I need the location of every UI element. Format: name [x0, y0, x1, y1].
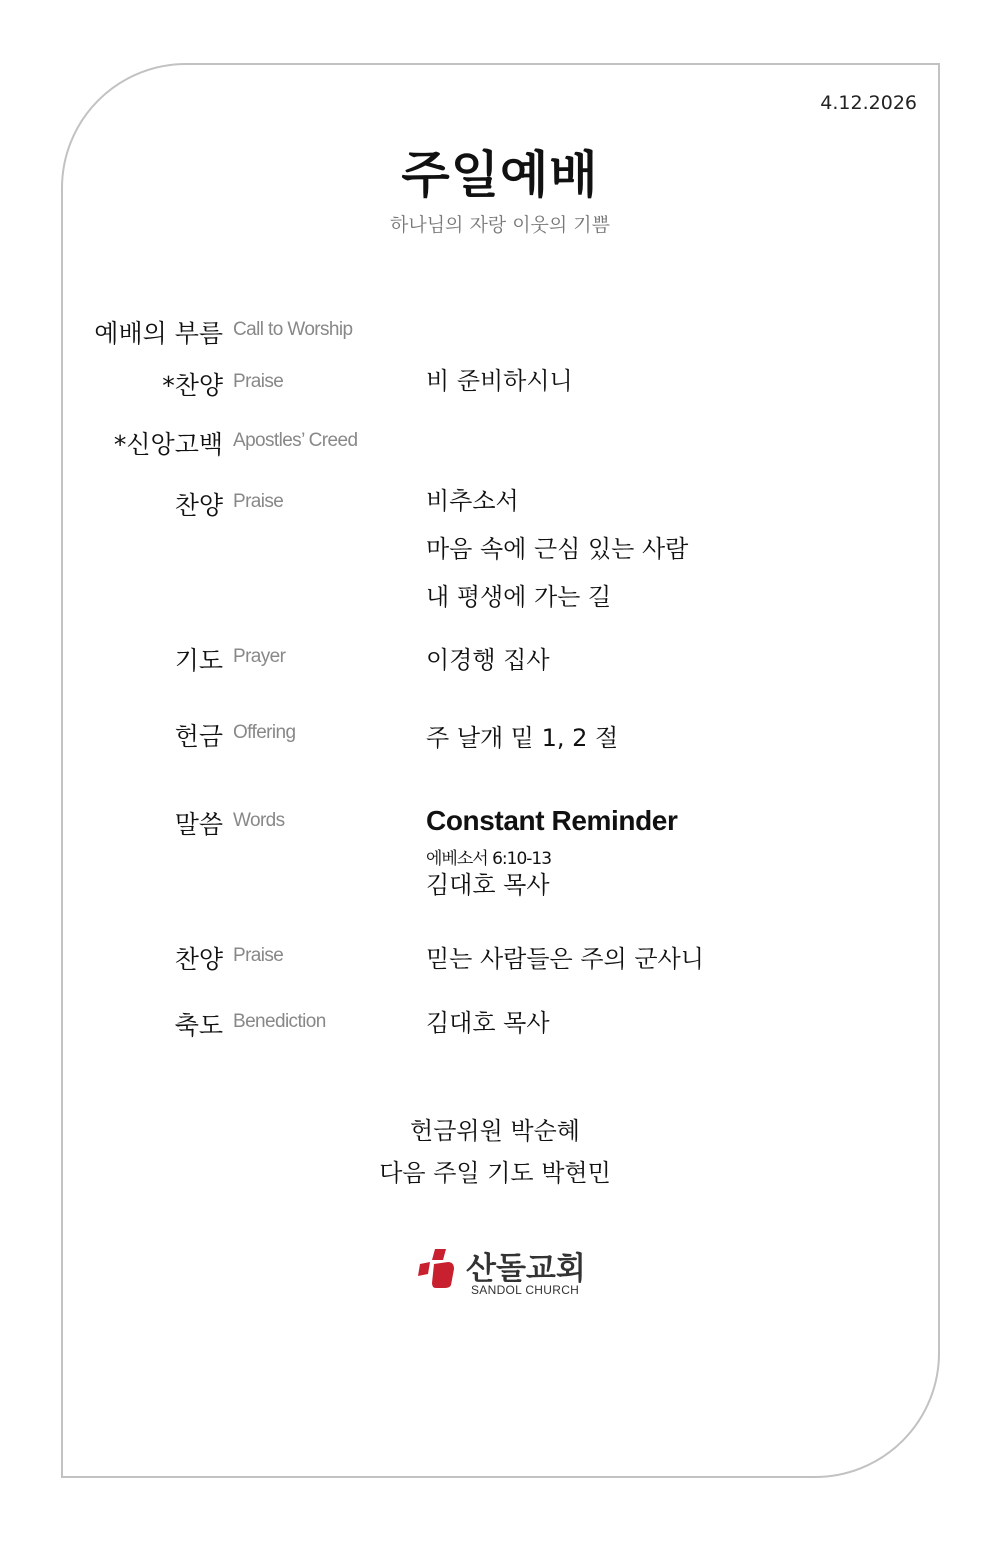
hymn-title: 비 준비하시니 [426, 367, 573, 395]
order-label: 기도 [174, 646, 223, 675]
preacher: 김대호 목사 [426, 871, 550, 899]
order-content [426, 486, 688, 630]
order-label: 찬양 [174, 945, 223, 974]
order-content [426, 366, 573, 414]
order-label: 축도 [174, 1011, 223, 1040]
song-title: 내 평생에 가는 길 [426, 583, 612, 611]
church-logo [418, 1243, 588, 1303]
sermon-title: Constant Reminder [426, 805, 678, 836]
song-title: 비추소서 [426, 487, 519, 515]
order-label-en: Words [233, 810, 285, 831]
order-label-en: Offering [233, 722, 296, 743]
order-label-en: Praise [233, 945, 284, 966]
church-name-ko: 산돌교회 [466, 1251, 586, 1287]
order-content [426, 944, 704, 992]
order-label-en: Benediction [233, 1011, 326, 1032]
order-label-en: Praise [233, 371, 284, 392]
order-label: 찬양 [174, 491, 223, 520]
church-logo-mark-icon [418, 1247, 460, 1289]
order-content [426, 1008, 550, 1056]
hymn-title: 믿는 사람들은 주의 군사니 [426, 945, 704, 973]
order-content [426, 723, 618, 771]
offering-hymn: 주 날개 밑 1, 2 절 [426, 724, 619, 752]
order-label-en: Call to Worship [233, 319, 353, 340]
order-label-en: Apostles’ Creed [233, 430, 358, 451]
prayer-leader: 이경행 집사 [426, 646, 550, 674]
church-name-en: SANDOL CHURCH [471, 1283, 580, 1297]
song-title: 마음 속에 근심 있는 사람 [426, 535, 689, 563]
order-content [426, 645, 550, 693]
next-week-prayer: 다음 주일 기도 박현민 [379, 1159, 611, 1187]
order-label: 헌금 [174, 722, 223, 751]
order-label: 예배의 부름 [94, 319, 223, 348]
service-date: 4.12.2026 [820, 92, 917, 114]
benediction-minister: 김대호 목사 [426, 1009, 550, 1037]
order-label-en: Praise [233, 491, 284, 512]
order-label: 말씀 [174, 810, 223, 839]
order-label: *신앙고백 [113, 430, 223, 459]
order-label: *찬양 [162, 371, 223, 400]
page-title: 주일예배 [401, 146, 599, 204]
order-label-en: Prayer [233, 646, 286, 667]
offering-committee: 헌금위원 박순혜 [410, 1117, 580, 1145]
scripture-reference: 에베소서 6:10-13 [426, 849, 552, 869]
page-subtitle: 하나님의 자랑 이웃의 기쁨 [389, 214, 610, 236]
